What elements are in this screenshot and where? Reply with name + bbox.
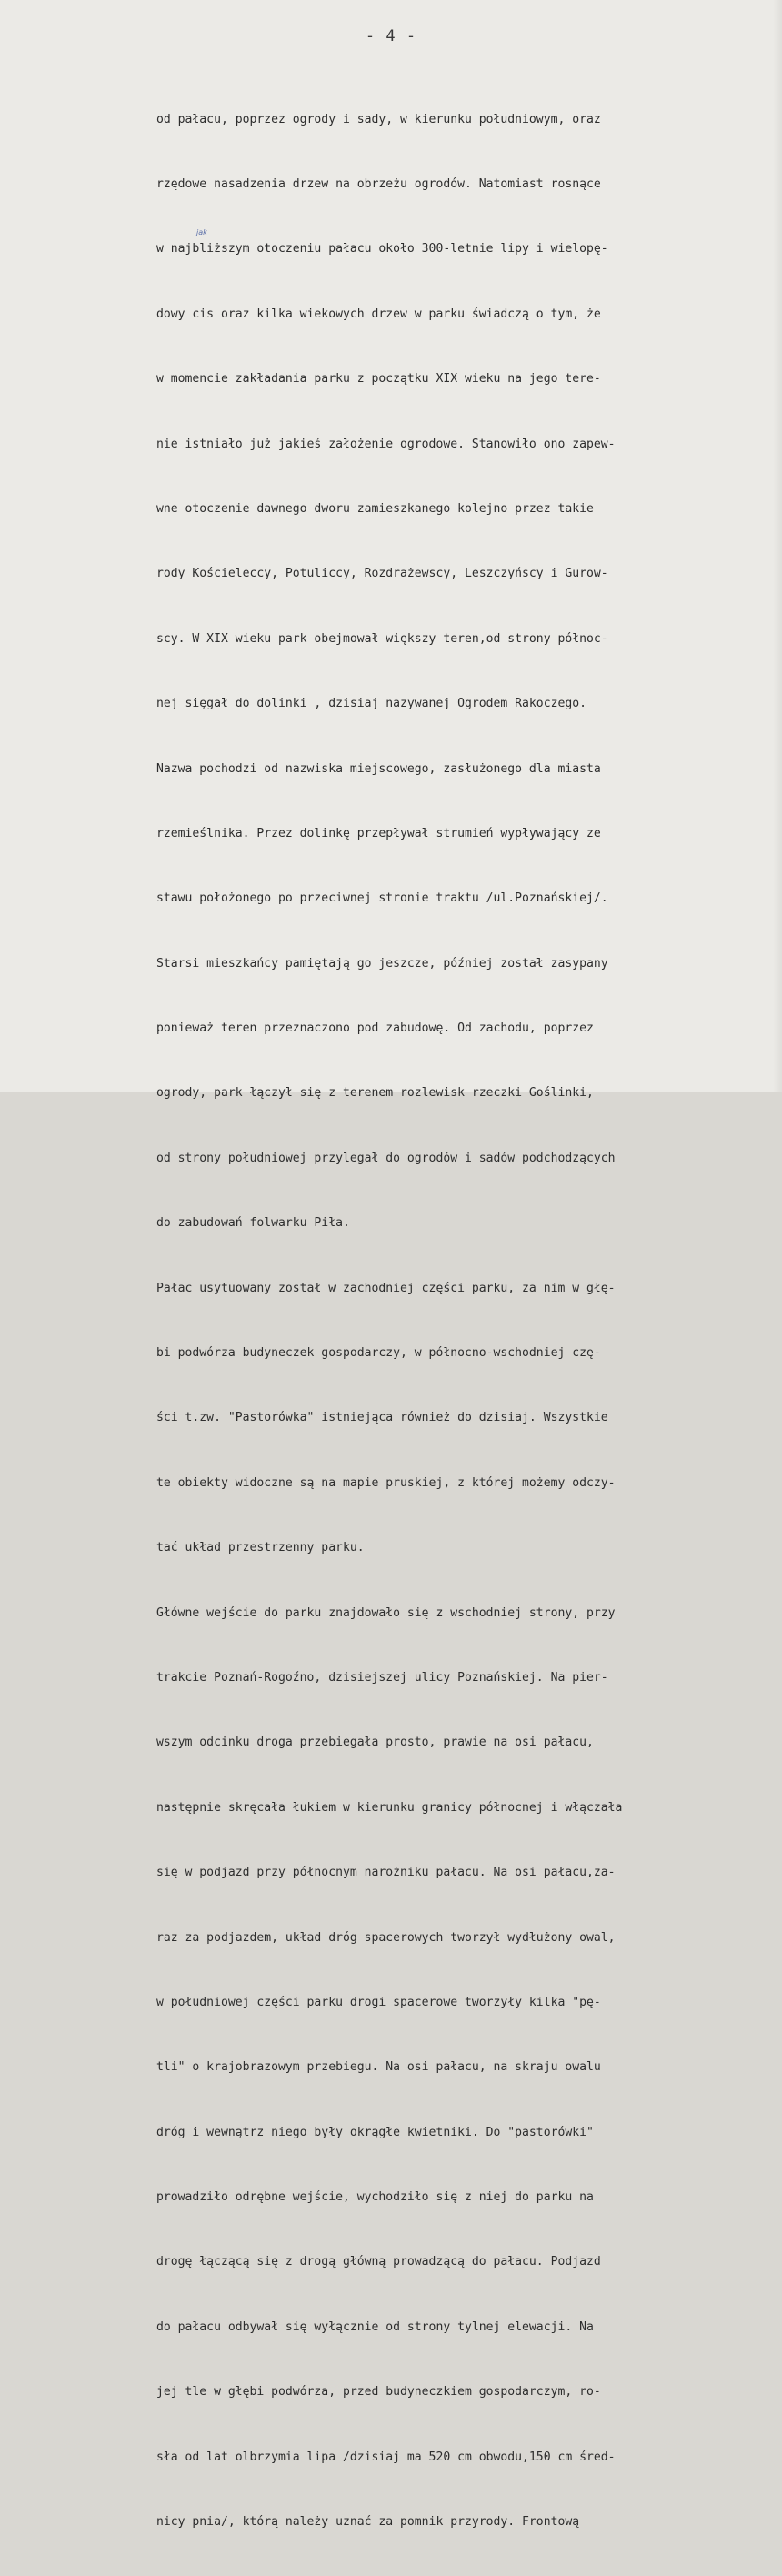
body-text	[156, 65, 775, 2576]
text-line: trakcie Poznań-Rogoźno, dzisiejszej ulicy Poznańskiej. Na pier-	[156, 1670, 608, 1685]
text-line: od strony południowej przylegał do ogrodów i sadów podchodzących	[156, 1151, 616, 1165]
text-line: od pałacu, poprzez ogrody i sady, w kierunku południowym, oraz	[156, 112, 601, 126]
text-line: bi podwórza budyneczek gospodarczy, w północno-wschodniej czę-	[156, 1346, 601, 1361]
text-line: następnie skręcała łukiem w kierunku granicy północnej i włączała	[156, 1800, 623, 1815]
text-line: ści t.zw. "Pastorówka" istniejąca również do dzisiaj. Wszystkie	[156, 1411, 608, 1425]
text-line: rzędowe nasadzenia drzew na obrzeżu ogrodów. Natomiast rosnące	[156, 176, 601, 191]
text-line: drogę łączącą się z drogą główną prowadzącą do pałacu. Podjazd	[156, 2255, 601, 2269]
text-line: nicy pnia/, którą należy uznać za pomnik przyrody. Frontową	[156, 2515, 580, 2530]
text-line: nej sięgał do dolinki , dzisiaj nazywanej Ogrodem Rakoczego.	[156, 697, 586, 711]
handwritten-margin-note: jak	[196, 228, 207, 236]
text-line: scy. W XIX wieku park obejmował większy teren,od strony północ-	[156, 631, 608, 646]
text-line: stawu położonego po przeciwnej stronie traktu /ul.Poznańskiej/.	[156, 891, 608, 906]
text-line: te obiekty widoczne są na mapie pruskiej, z której możemy odczy-	[156, 1475, 616, 1490]
text-line: jej tle w głębi podwórza, przed budyneczkiem gospodarczym, ro-	[156, 2385, 601, 2400]
text-line: prowadziło odrębne wejście, wychodziło się z niej do parku na	[156, 2190, 594, 2205]
text-line: w południowej części parku drogi spacerowe tworzyły kilka "pę-	[156, 1995, 601, 2009]
page-number: - 4 -	[365, 27, 417, 45]
text-line: rzemieślnika. Przez dolinkę przepływał strumień wypływający ze	[156, 826, 601, 840]
text-line: ponieważ teren przeznaczono pod zabudowę. Od zachodu, poprzez	[156, 1021, 594, 1036]
text-line: Główne wejście do parku znajdowało się z wschodniej strony, przy	[156, 1605, 616, 1620]
text-line: rody Kościeleccy, Potuliccy, Rozdrażewscy, Leszczyńscy i Gurow-	[156, 567, 608, 581]
page-edge-shadow	[773, 0, 782, 1092]
text-line: do pałacu odbywał się wyłącznie od strony tylnej elewacji. Na	[156, 2319, 594, 2334]
text-line: Pałac usytuowany został w zachodniej części parku, za nim w głę-	[156, 1281, 616, 1295]
text-line: ogrody, park łączył się z terenem rozlewisk rzeczki Goślinki,	[156, 1086, 594, 1101]
text-line: tli" o krajobrazowym przebiegu. Na osi pałacu, na skraju owalu	[156, 2060, 601, 2075]
text-line: się w podjazd przy północnym narożniku pałacu. Na osi pałacu,za-	[156, 1866, 616, 1880]
text-line: tać układ przestrzenny parku.	[156, 1541, 365, 1555]
text-line: wszym odcinku droga przebiegała prosto, prawie na osi pałacu,	[156, 1736, 594, 1750]
text-line: w najbliższym otoczeniu pałacu około 300-letnie lipy i wielopę-	[156, 242, 608, 257]
text-line: sła od lat olbrzymia lipa /dzisiaj ma 520 cm obwodu,150 cm śred-	[156, 2450, 616, 2464]
text-line: nie istniało już jakieś założenie ogrodowe. Stanowiło ono zapew-	[156, 437, 616, 451]
text-line: w momencie zakładania parku z początku XIX wieku na jego tere-	[156, 372, 601, 387]
text-line: Nazwa pochodzi od nazwiska miejscowego, zasłużonego dla miasta	[156, 761, 601, 776]
text-line: Starsi mieszkańcy pamiętają go jeszcze, później został zasypany	[156, 956, 608, 971]
text-line: wne otoczenie dawnego dworu zamieszkanego kolejno przez takie	[156, 501, 594, 516]
text-line: raz za podjazdem, układ dróg spacerowych tworzył wydłużony owal,	[156, 1930, 616, 1945]
text-line: do zabudowań folwarku Piła.	[156, 1216, 350, 1231]
text-line: dowy cis oraz kilka wiekowych drzew w parku świadczą o tym, że	[156, 307, 601, 321]
text-line: dróg i wewnątrz niego były okrągłe kwietniki. Do "pastorówki"	[156, 2125, 594, 2139]
